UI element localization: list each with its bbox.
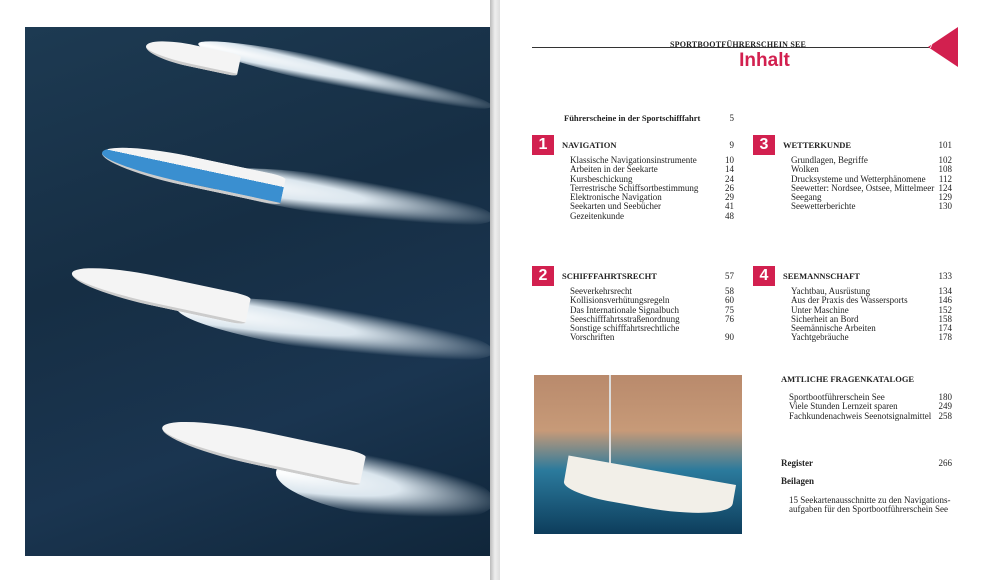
toc-entry-label: Seewetter: Nordsee, Ostsee, Mittelmeer — [791, 182, 935, 193]
toc-entry — [791, 201, 952, 212]
section-page: 57 — [725, 271, 734, 281]
section-title: SCHIFFFAHRTSRECHT — [562, 271, 657, 281]
page-number: 7 — [929, 41, 933, 50]
toc-entry-page: 29 — [725, 192, 734, 203]
speedboats-photo — [25, 27, 490, 556]
catalog-entry-label: Fachkundenachweis Seenotsignalmittel — [789, 410, 932, 421]
intro-page: 5 — [729, 113, 734, 123]
catalog-entry-label: Viele Stunden Lernzeit sparen — [789, 401, 898, 412]
chapter-number-badge: 1 — [532, 135, 554, 155]
section-title: SEEMANNSCHAFT — [783, 271, 860, 281]
catalog-entry-page: 180 — [938, 392, 952, 402]
running-head: SPORTBOOTFÜHRERSCHEIN SEE — [669, 40, 807, 49]
toc-entry-label: Vorschriften — [570, 332, 615, 343]
toc-entry-page: 24 — [725, 173, 734, 184]
register-label: Register — [781, 458, 813, 468]
toc-entry-label: Seekarten und Seebücher — [570, 201, 661, 212]
toc-entry-page: 124 — [938, 182, 952, 193]
toc-entry-label: Kollisionsverhütungsregeln — [570, 295, 670, 306]
header-rule — [532, 47, 940, 48]
toc-entry — [570, 332, 734, 343]
toc-entry-page: 102 — [938, 155, 952, 165]
chapter-number-badge: 4 — [753, 266, 775, 286]
toc-entry-label: Arbeiten in der Seekarte — [570, 164, 658, 175]
catalog-entry-page: 249 — [938, 401, 952, 412]
toc-entry-page: 108 — [938, 164, 952, 175]
section-title: WETTERKUNDE — [783, 140, 852, 150]
toc-entry-label: Unter Maschine — [791, 304, 849, 315]
intro-label: Führerscheine in der Sportschifffahrt — [564, 113, 701, 123]
page-title: Inhalt — [739, 50, 790, 71]
toc-entry-label: Wolken — [791, 164, 819, 175]
beilagen-line: 15 Seekartenausschnitte zu den Navigations- — [789, 495, 951, 505]
toc-entry-label: Aus der Praxis des Wassersports — [791, 295, 908, 306]
toc-entry-page: 134 — [938, 286, 952, 296]
toc-entry-page: 14 — [725, 164, 734, 175]
toc-entry-label: Seemännische Arbeiten — [791, 323, 876, 334]
toc-entry-page: 58 — [725, 286, 734, 296]
toc-entry-label: Yachtbau, Ausrüstung — [791, 286, 871, 296]
section-page: 101 — [938, 140, 952, 150]
toc-entry-page: 48 — [725, 210, 734, 221]
toc-entry-page: 178 — [938, 332, 952, 343]
chapter-number-badge: 3 — [753, 135, 775, 155]
toc-entry-page: 90 — [725, 332, 734, 343]
toc-entry-label: Sonstige schifffahrtsrechtliche — [570, 323, 680, 334]
section-title: NAVIGATION — [562, 140, 617, 150]
toc-entry-page: 152 — [938, 304, 952, 315]
toc-entry-label: Yachtgebräuche — [791, 332, 849, 343]
toc-entry-label: Seeverkehrsrecht — [570, 286, 632, 296]
toc-entry-label: Kursbeschickung — [570, 173, 633, 184]
toc-entry-label: Das Internationale Signalbuch — [570, 304, 679, 315]
book-gutter — [490, 0, 500, 580]
toc-entry-label: Seewetterberichte — [791, 201, 856, 212]
catalog-entry-label: Sportbootführerschein See — [789, 392, 885, 402]
register-page: 266 — [938, 458, 952, 468]
catalog-entry-page: 258 — [938, 410, 952, 421]
toc-entry-page: 60 — [725, 295, 734, 306]
toc-entry-label: Klassische Navigationsinstrumente — [570, 155, 697, 165]
toc-entry-page: 10 — [725, 155, 734, 165]
toc-entry-label: Seeschifffahrtsstraßenordnung — [570, 313, 680, 324]
toc-entry-label: Terrestrische Schiffsortbestimmung — [570, 182, 699, 193]
catalogs-title: AMTLICHE FRAGENKATALOGE — [781, 374, 915, 384]
toc-entry-label: Drucksysteme und Wetterphänomene — [791, 173, 926, 184]
toc-entry-label: Gezeitenkunde — [570, 210, 624, 221]
toc-entry — [570, 210, 734, 221]
toc-entry — [791, 332, 952, 343]
toc-entry-page: 112 — [938, 173, 952, 184]
toc-entry-page: 158 — [938, 313, 952, 324]
beilagen-label: Beilagen — [781, 476, 814, 486]
toc-entry-page: 129 — [938, 192, 952, 203]
toc-entry-label: Seegang — [791, 192, 822, 203]
toc-entry-page: 41 — [725, 201, 734, 212]
chapter-number-badge: 2 — [532, 266, 554, 286]
sailboat-photo — [534, 375, 742, 534]
beilagen-line: aufgaben für den Sportbootführerschein See — [789, 504, 948, 514]
toc-entry-page: 75 — [725, 304, 734, 315]
toc-entry-page: 26 — [725, 182, 734, 193]
toc-entry-label: Grundlagen, Begriffe — [791, 155, 868, 165]
toc-entry-page: 174 — [938, 323, 952, 334]
section-page: 9 — [729, 140, 734, 150]
toc-entry-page: 146 — [938, 295, 952, 306]
toc-entry-page: 76 — [725, 313, 734, 324]
section-page: 133 — [938, 271, 952, 281]
toc-entry-label: Sicherheit an Bord — [791, 313, 859, 324]
toc-entry-label: Elektronische Navigation — [570, 192, 662, 203]
toc-entry-page: 130 — [938, 201, 952, 212]
